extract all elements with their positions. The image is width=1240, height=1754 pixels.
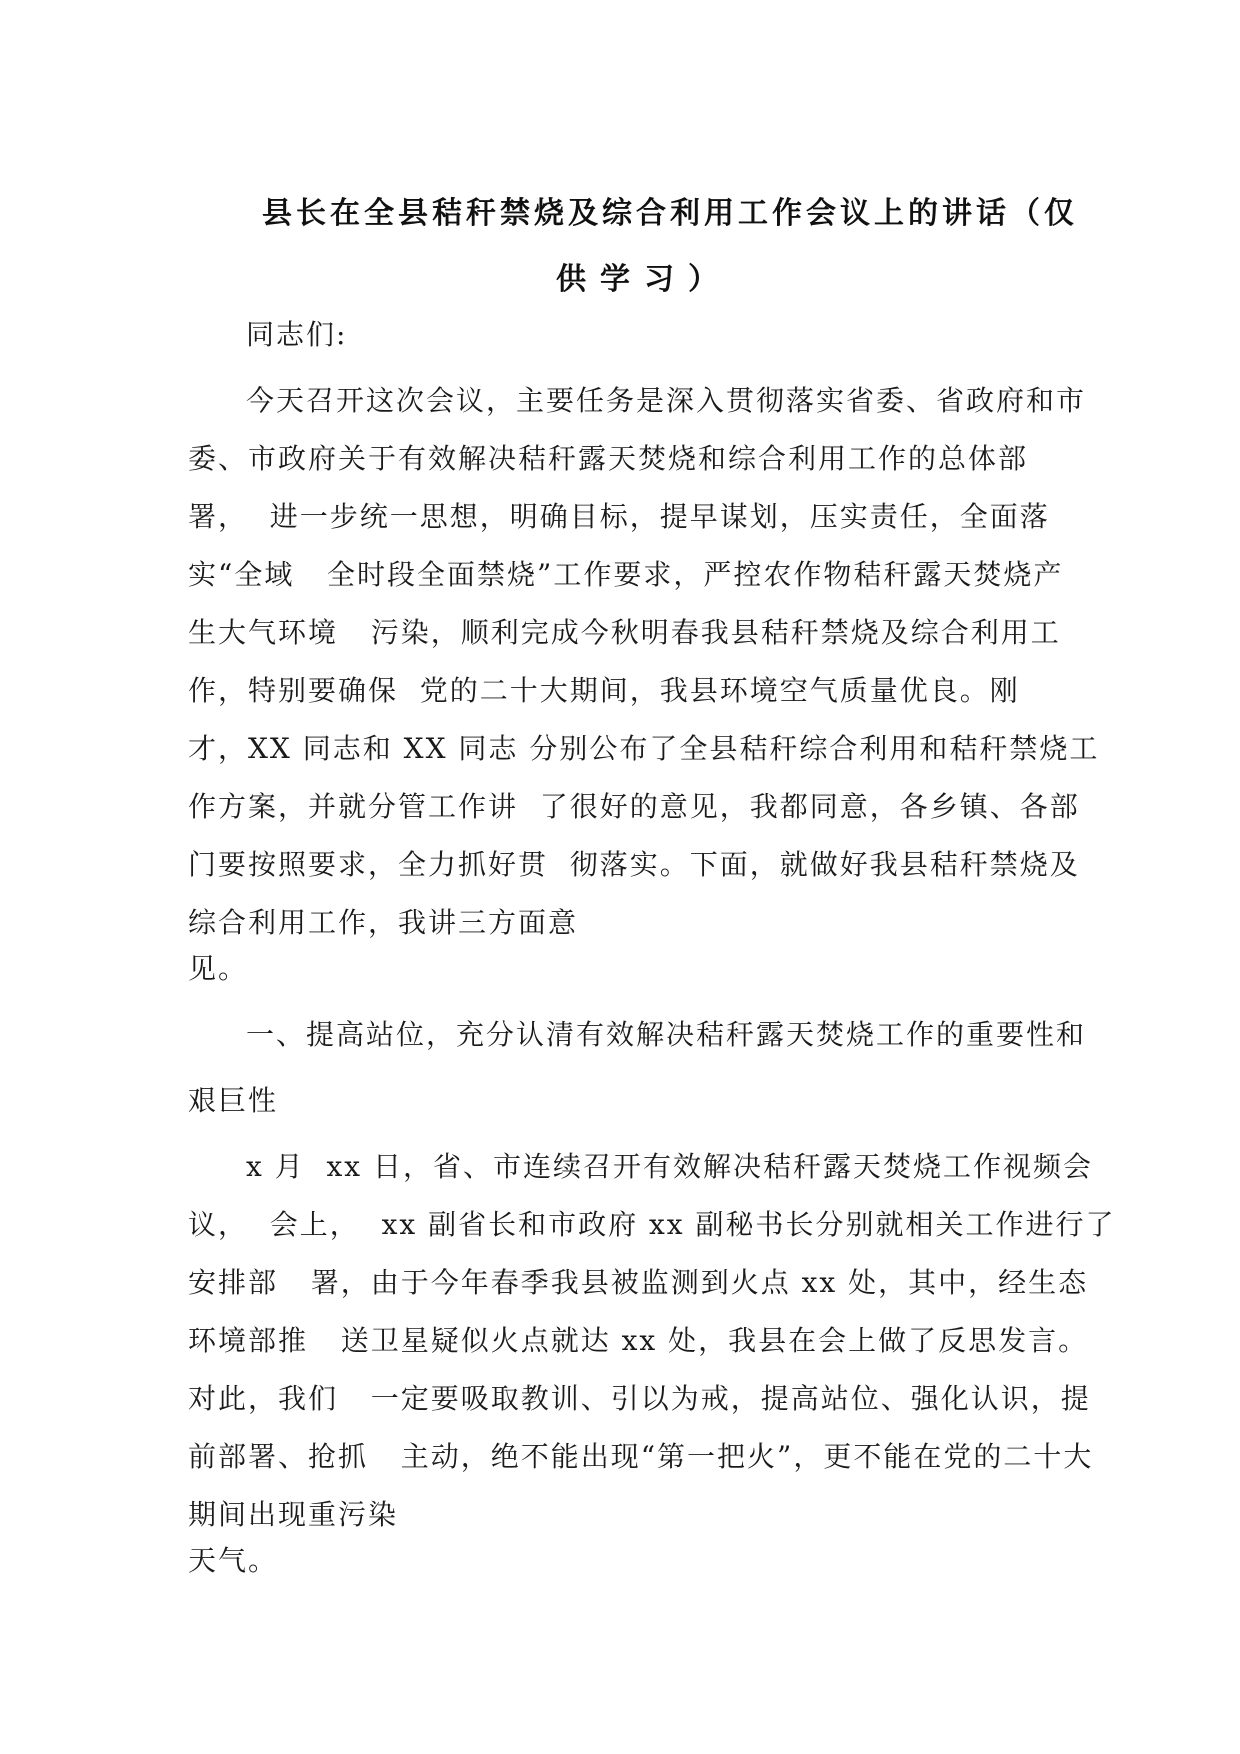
- body-line: 作方案，并就分管工作讲 了很好的意见，我都同意，各乡镇、各部: [188, 790, 1080, 823]
- body-line: 期间出现重污染: [188, 1498, 399, 1531]
- body-line: 生大气环境 污染，顺利完成今秋明春我县秸秆禁烧及综合利用工: [188, 616, 1061, 649]
- body-line: x 月 xx 日，省、市连续召开有效解决秸秆露天焚烧工作视频会: [246, 1150, 1093, 1183]
- body-line: 前部署、抢抓 主动，绝不能出现“第一把火”，更不能在党的二十大: [188, 1440, 1094, 1473]
- body-line: 署， 进一步统一思想，明确目标，提早谋划，压实责任，全面落: [188, 500, 1050, 533]
- body-line: 对此，我们 一定要吸取教训、引以为戒，提高站位、强化认识，提: [188, 1382, 1091, 1415]
- body-line: 天气。: [188, 1544, 279, 1577]
- section-heading: 艰巨性: [188, 1084, 279, 1117]
- body-line: 环境部推 送卫星疑似火点就达 xx 处，我县在会上做了反思发言。: [188, 1324, 1089, 1357]
- document-title-line-2: 供学习）: [556, 262, 732, 297]
- body-line: 门要按照要求，全力抓好贯 彻落实。下面，就做好我县秸秆禁烧及: [188, 848, 1080, 881]
- body-line: 委、市政府关于有效解决秸秆露天焚烧和综合利用工作的总体部: [188, 442, 1029, 475]
- section-heading: 一、提高站位，充分认清有效解决秸秆露天焚烧工作的重要性和: [246, 1018, 1087, 1051]
- body-line: 议， 会上， xx 副省长和市政府 xx 副秘书长分别就相关工作进行了: [188, 1208, 1116, 1241]
- body-line: 见。: [188, 952, 249, 985]
- salutation: 同志们:: [246, 318, 348, 351]
- body-line: 综合利用工作，我讲三方面意: [188, 906, 579, 939]
- body-line: 作，特别要确保 党的二十大期间，我县环境空气质量优良。刚: [188, 674, 1020, 707]
- body-line: 安排部 署，由于今年春季我县被监测到火点 xx 处，其中，经生态: [188, 1266, 1089, 1299]
- body-line: 今天召开这次会议，主要任务是深入贯彻落实省委、省政府和市: [246, 384, 1087, 417]
- document-title-line-1: 县长在全县秸秆禁烧及综合利用工作会议上的讲话（仅: [262, 196, 1078, 231]
- body-line: 才，XX 同志和 XX 同志 分别公布了全县秸秆综合利用和秸秆禁烧工: [188, 732, 1100, 765]
- body-line: 实“全域 全时段全面禁烧”工作要求，严控农作物秸秆露天焚烧产: [188, 558, 1064, 591]
